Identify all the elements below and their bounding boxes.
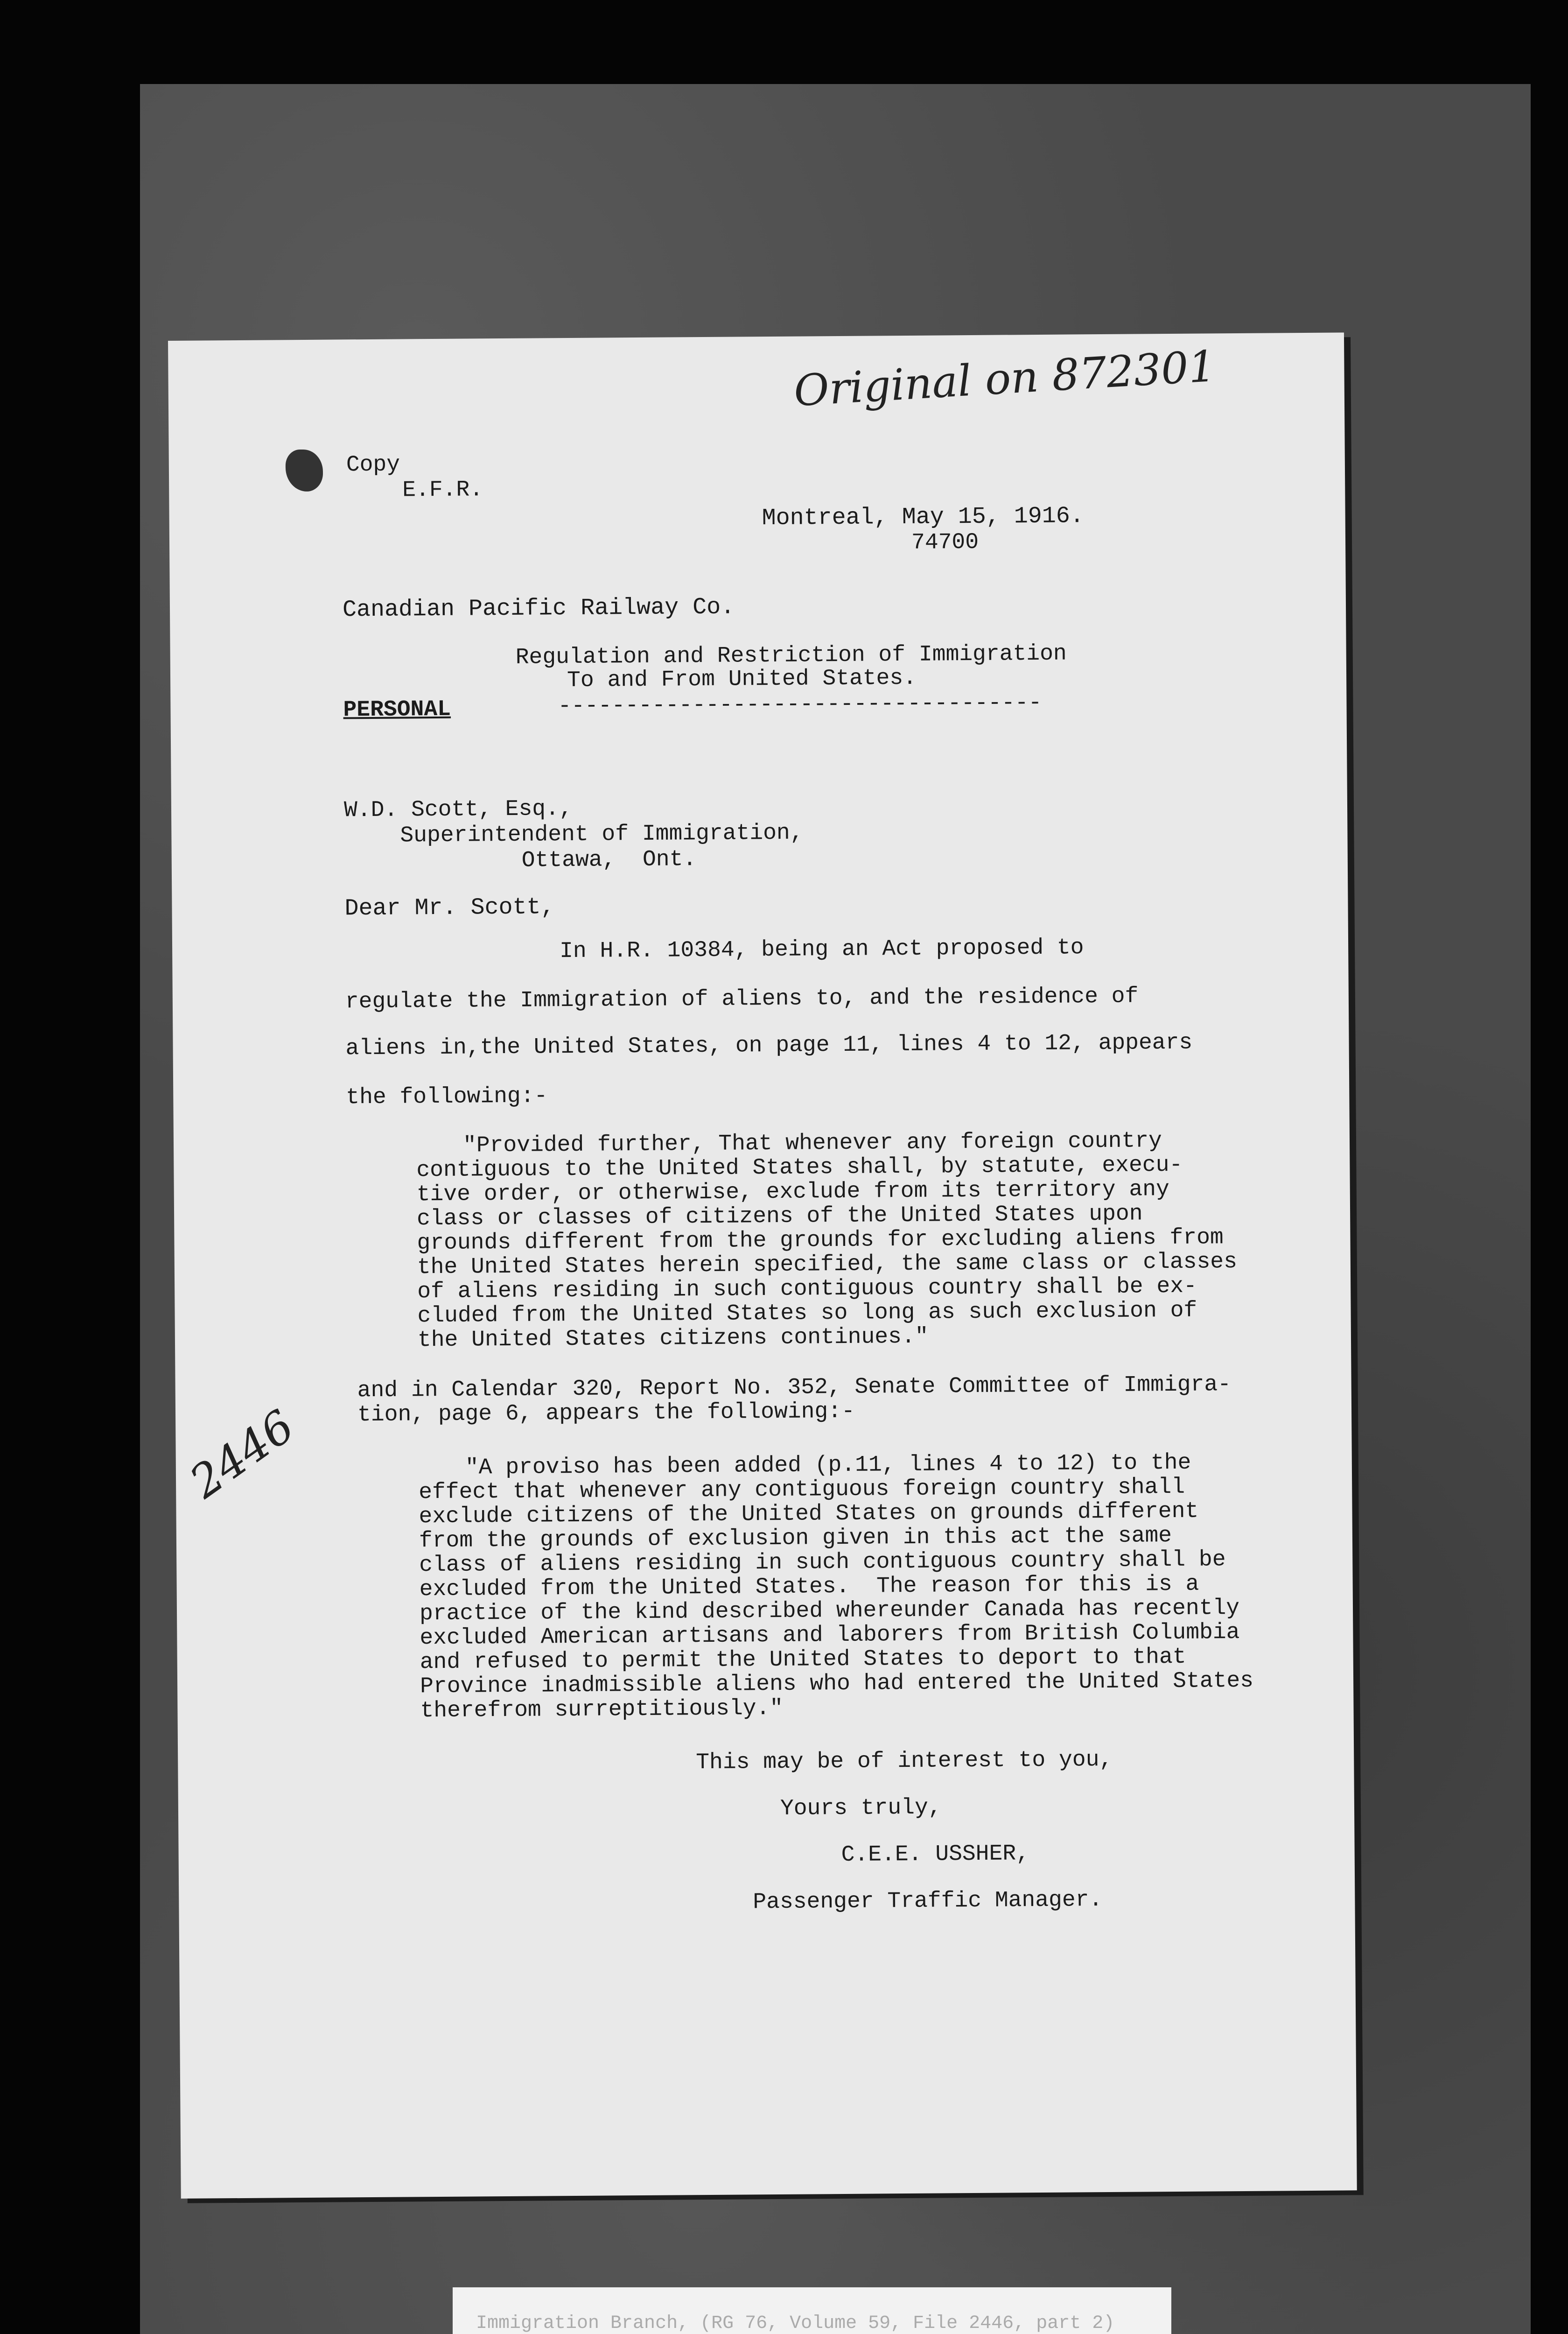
quote1-line: grounds different from the grounds for excluding aliens from [417, 1225, 1224, 1256]
quote2-line: class of aliens residing in such contiguous country shall be [419, 1547, 1226, 1578]
para2-line: and in Calendar 320, Report No. 352, Senate Committee of Immigra- [357, 1372, 1232, 1404]
quote2-line: excluded from the United States. The reason for this is a [419, 1571, 1199, 1603]
quote2-line: therefrom surreptitiously." [420, 1695, 784, 1724]
ink-seal-mark [286, 450, 323, 492]
addressee-title: Superintendent of Immigration, [400, 820, 804, 849]
handwritten-original-note: Original on 872301 [792, 341, 1217, 416]
quote2-line: excluded American artisans and laborers from British Columbia [420, 1620, 1240, 1651]
letter-sheet [168, 332, 1357, 2198]
place-date: Montreal, May 15, 1916. [762, 503, 1084, 532]
copy-mark: Copy [346, 452, 400, 478]
quote1-line: contiguous to the United States shall, by statute, execu- [416, 1152, 1183, 1183]
quote2-line: practice of the kind described whereunder Canada has recently [419, 1596, 1240, 1627]
initials: E.F.R. [402, 477, 483, 503]
reference-number: 74700 [911, 529, 979, 555]
company-name: Canadian Pacific Railway Co. [342, 594, 735, 624]
signer-name: C.E.E. USSHER, [841, 1841, 1030, 1868]
quote2-line: and refused to permit the United States to deport to that [420, 1644, 1186, 1675]
subject-line-1: Regulation and Restriction of Immigration [515, 641, 1067, 670]
quote1-line: the United States citizens continues." [417, 1324, 929, 1353]
subject-line-2: To and From United States. [567, 665, 917, 694]
salutation: Dear Mr. Scott, [344, 894, 555, 922]
personal-label: PERSONAL [343, 696, 451, 723]
para1-line: regulate the Immigration of aliens to, and the residence of [345, 984, 1139, 1015]
archive-reference-strip [453, 2287, 1171, 2334]
para1-line: In H.R. 10384, being an Act proposed to [559, 935, 1084, 964]
quote1-line: of aliens residing in such contiguous country shall be ex- [417, 1273, 1197, 1305]
para2-line: tion, page 6, appears the following:- [357, 1399, 855, 1428]
closing-yours: Yours truly, [780, 1795, 942, 1821]
quote1-line: "Provided further, That whenever any foreign country [462, 1128, 1162, 1159]
quote1-line: tive order, or otherwise, exclude from its territory any [416, 1177, 1169, 1208]
quote2-line: Province inadmissible aliens who had entered the United States [420, 1668, 1254, 1700]
quote2-line: exclude citizens of the United States on grounds different [419, 1498, 1199, 1530]
quote1-line: class or classes of citizens of the United States upon [416, 1201, 1143, 1232]
para1-line: aliens in,the United States, on page 11, lines 4 to 12, appears [345, 1030, 1193, 1062]
quote1-line: the United States herein specified, the same class or classes [417, 1249, 1238, 1280]
addressee-city: Ottawa, Ont. [521, 847, 697, 873]
addressee-name: W.D. Scott, Esq., [343, 796, 573, 823]
quote2-line: "A proviso has been added (p.11, lines 4 to 12) to the [465, 1450, 1191, 1481]
quote2-line: from the grounds of exclusion given in this act the same [419, 1523, 1172, 1554]
quote1-line: cluded from the United States so long as such exclusion of [417, 1298, 1197, 1329]
archive-reference-label: Immigration Branch, (RG 76, Volume 59, File 2446, part 2) [476, 2313, 1115, 2334]
para1-line: the following:- [346, 1083, 548, 1111]
signer-position: Passenger Traffic Manager. [753, 1887, 1103, 1915]
closing-interest: This may be of interest to you, [696, 1747, 1113, 1776]
handwritten-file-number: 2446 [180, 1399, 304, 1509]
subject-rule: ------------------------------------ [558, 690, 1042, 719]
quote2-line: effect that whenever any contiguous foreign country shall [419, 1474, 1185, 1505]
